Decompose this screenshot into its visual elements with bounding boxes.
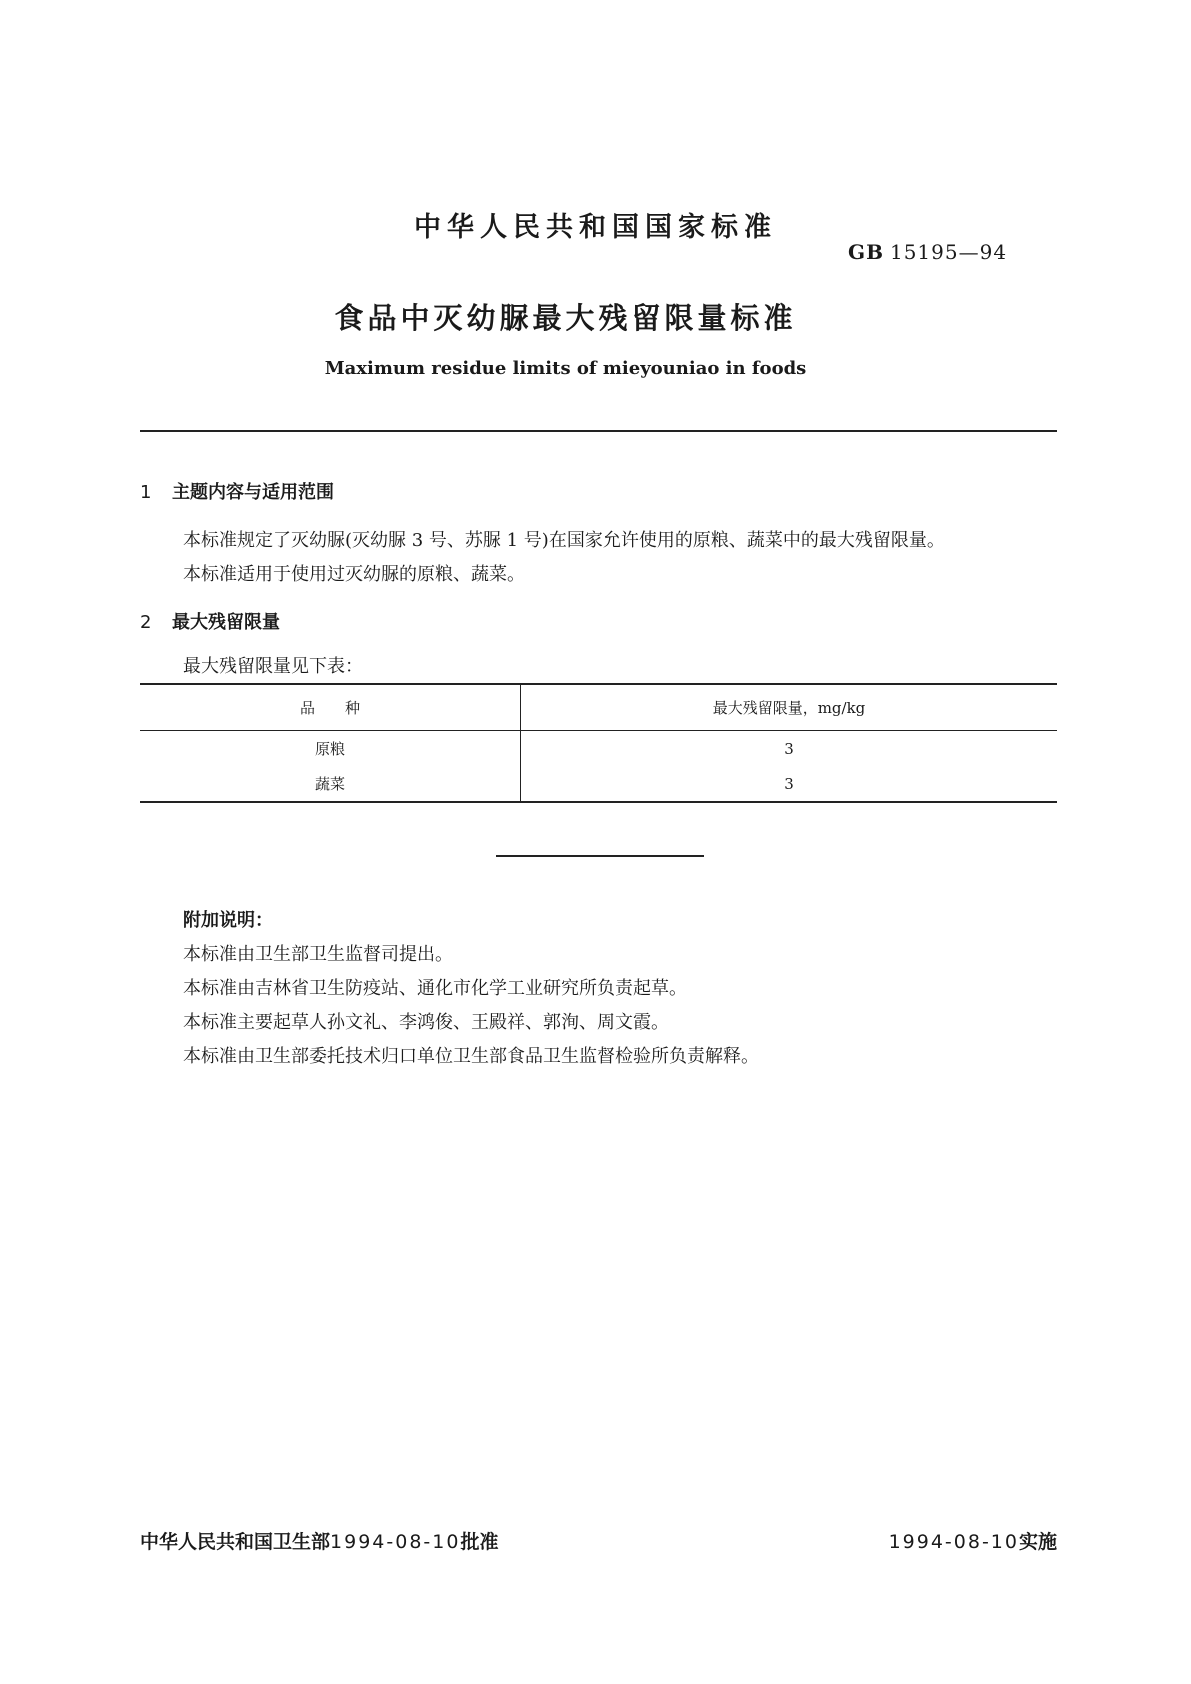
residue-limit-table — [140, 683, 1057, 803]
section-number: 2 — [140, 612, 152, 633]
note-item: 本标准主要起草人孙文礼、李鸿俊、王殿祥、郭洵、周文霞。 — [183, 1012, 669, 1033]
section-title: 主题内容与适用范围 — [172, 482, 334, 503]
table-header-row — [140, 684, 1057, 731]
table-cell-limit: 3 — [784, 774, 794, 793]
standard-code — [848, 240, 1007, 264]
paragraph: 最大残留限量见下表： — [183, 656, 363, 677]
section-2-heading — [140, 608, 280, 634]
header-divider — [140, 430, 1057, 432]
column-header-limit: 最大残留限量，mg/kg — [712, 699, 866, 717]
footer-issuer: 中华人民共和国卫生部 — [140, 1531, 331, 1553]
note-item: 本标准由吉林省卫生防疫站、通化市化学工业研究所负责起草。 — [183, 978, 687, 999]
footer-approval-date: 1994-08-10 — [330, 1531, 461, 1553]
table-row — [140, 731, 1057, 767]
table-cell-limit: 3 — [784, 739, 794, 758]
standard-code-number: 15195—94 — [889, 240, 1008, 264]
footer-effective-date: 1994-08-10 — [888, 1531, 1019, 1553]
section-title: 最大残留限量 — [172, 612, 280, 633]
table-cell-variety: 原粮 — [140, 731, 521, 767]
section-number: 1 — [140, 482, 152, 503]
column-header-variety: 品 种 — [140, 684, 521, 731]
footer-approval — [140, 1527, 498, 1554]
document-title-cn: 食品中灭幼脲最大残留限量标准 — [334, 301, 797, 335]
national-standard-heading: 中华人民共和国国家标准 — [414, 212, 777, 243]
footer-effective — [889, 1527, 1057, 1554]
footer-effective-label: 实施 — [1018, 1531, 1057, 1553]
paragraph: 本标准规定了灭幼脲(灭幼脲 3 号、苏脲 1 号)在国家允许使用的原粮、蔬菜中的最大残留限量。 — [183, 530, 945, 551]
section-1-heading — [140, 478, 334, 504]
note-item: 本标准由卫生部委托技术归口单位卫生部食品卫生监督检验所负责解释。 — [183, 1046, 759, 1067]
standard-code-prefix: GB — [848, 240, 884, 264]
paragraph: 本标准适用于使用过灭幼脲的原粮、蔬菜。 — [183, 564, 525, 585]
footer-approval-label: 批准 — [460, 1531, 499, 1553]
document-title-en: Maximum residue limits of mieyouniao in foods — [324, 358, 807, 379]
table-row — [140, 766, 1057, 802]
table-cell-variety: 蔬菜 — [140, 766, 521, 802]
end-divider — [496, 855, 704, 857]
notes-heading: 附加说明： — [183, 910, 273, 931]
note-item: 本标准由卫生部卫生监督司提出。 — [183, 944, 453, 965]
